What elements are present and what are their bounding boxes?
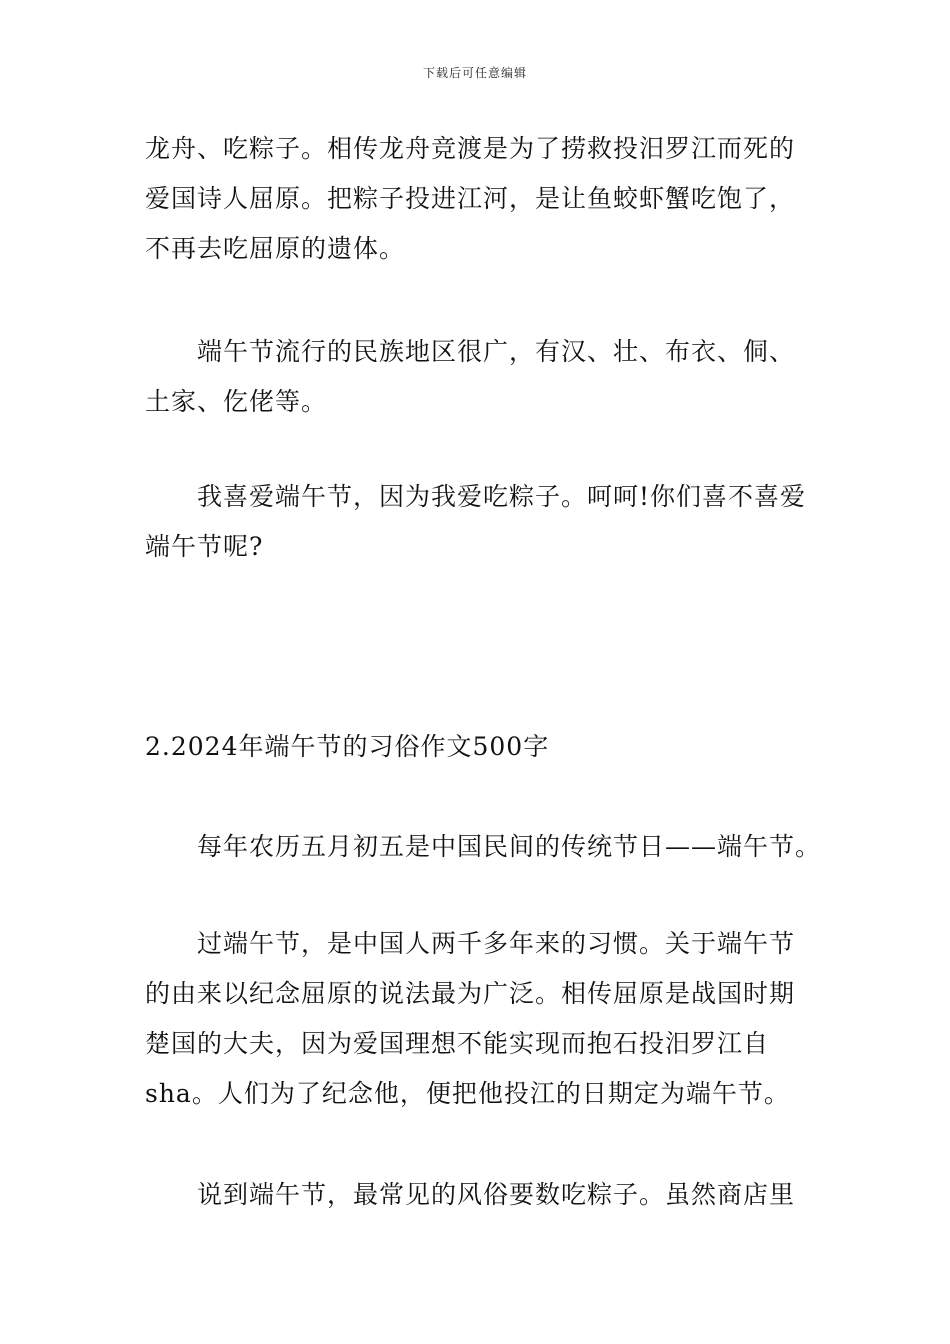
paragraph-continuation: [145, 124, 810, 274]
text-line: sha。人们为了纪念他，便把他投江的日期定为端午节。: [145, 1079, 790, 1108]
text-line: 我喜爱端午节，因为我爱吃粽子。呵呵!你们喜不喜爱: [197, 482, 807, 511]
text-line: 土家、仡佬等。: [145, 387, 328, 416]
text-line: 楚国的大夫，因为爱国理想不能实现而抱石投汨罗江自: [145, 1029, 770, 1058]
paragraph-love-zongzi: [145, 472, 810, 572]
text-line: 过端午节，是中国人两千多年来的习惯。关于端午节: [197, 929, 796, 958]
text-line: 端午节呢?: [145, 532, 264, 561]
text-line: 端午节流行的民族地区很广，有汉、壮、布衣、侗、: [197, 337, 796, 366]
paragraph-customs: [145, 1170, 810, 1220]
heading-text: 2.2024年端午节的习俗作文500字: [145, 732, 550, 761]
page-header: 下载后可任意编辑: [422, 66, 527, 80]
section-heading: [145, 722, 810, 772]
text-line: 爱国诗人屈原。把粽子投进江河，是让鱼蛟虾蟹吃饱了，: [145, 184, 796, 213]
text-line: 每年农历五月初五是中国民间的传统节日——端午节。: [197, 832, 822, 861]
paragraph-intro: [145, 822, 822, 872]
text-line: 的由来以纪念屈原的说法最为广泛。相传屈原是战国时期: [145, 979, 796, 1008]
text-line: 不再去吃屈原的遗体。: [145, 234, 406, 263]
paragraph-ethnic-regions: [145, 327, 810, 427]
text-line: 龙舟、吃粽子。相传龙舟竞渡是为了捞救投汨罗江而死的: [145, 134, 796, 163]
text-line: 说到端午节，最常见的风俗要数吃粽子。虽然商店里: [197, 1180, 796, 1209]
paragraph-origin: [145, 919, 810, 1119]
